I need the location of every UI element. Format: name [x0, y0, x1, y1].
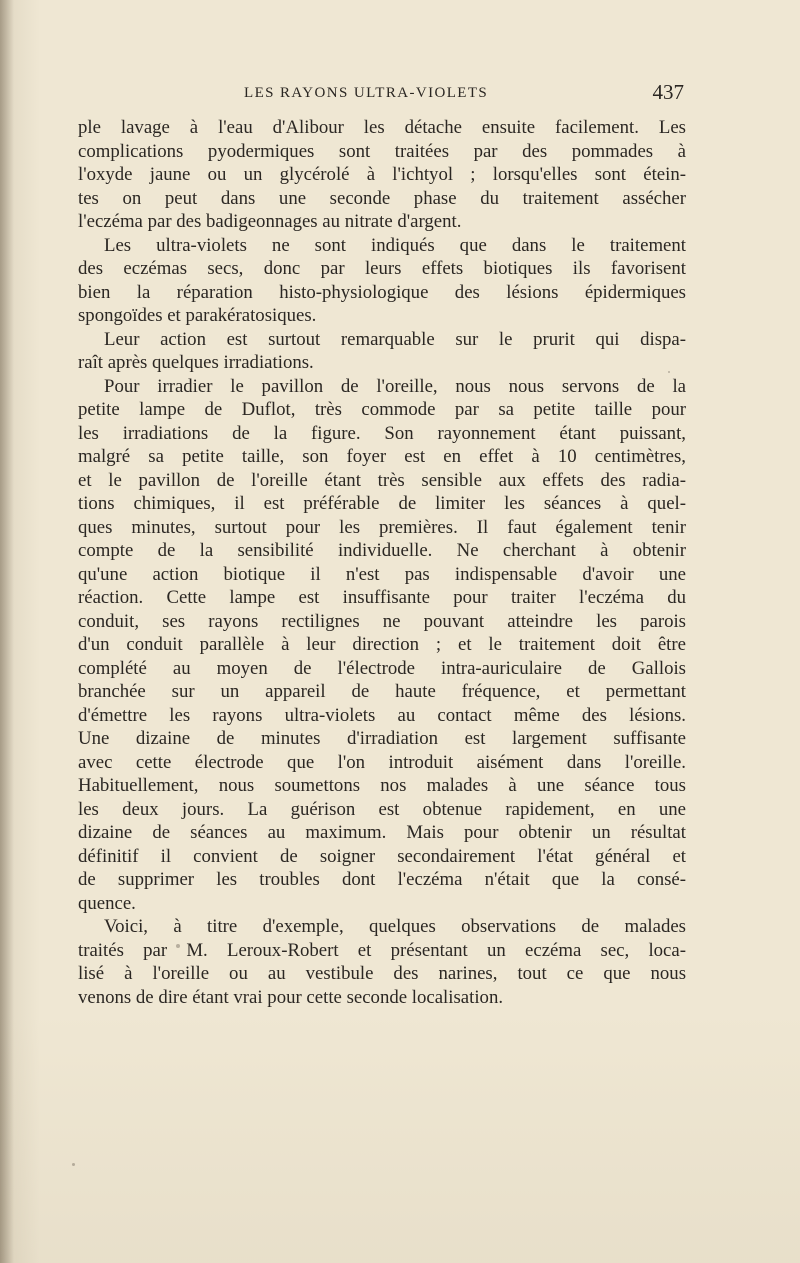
page-header [78, 80, 686, 104]
text-line: traités par M. Leroux-Robert et présentant un eczéma sec, loca- [78, 939, 686, 961]
paragraph [78, 116, 686, 234]
text-line: Les ultra-violets ne sont indiqués que dans le traitement [104, 234, 686, 256]
text-line: complété au moyen de l'électrode intra-auriculaire de Gallois [78, 657, 686, 679]
text-line: avec cette électrode que l'on introduit aisément dans l'oreille. [78, 751, 686, 773]
paragraph [78, 375, 686, 916]
paragraph [78, 915, 686, 1009]
text-line: d'émettre les rayons ultra-violets au contact même des lésions. [78, 704, 686, 726]
text-line: raît après quelques irradiations. [78, 352, 314, 373]
text-line: qu'une action biotique il n'est pas indispensable d'avoir une [78, 563, 686, 585]
text-line: ques minutes, surtout pour les premières. Il faut également tenir [78, 516, 686, 538]
text-line: dizaine de séances au maximum. Mais pour obtenir un résultat [78, 822, 686, 843]
page-gutter-shadow [0, 0, 14, 1263]
text-line: Habituellement, nous soumettons nos malades à une séance tous [78, 775, 686, 796]
text-line: et le pavillon de l'oreille étant très sensible aux effets des radia- [78, 469, 686, 491]
text-line: ple lavage à l'eau d'Alibour les détache ensuite facilement. Les [78, 117, 686, 138]
text-line: petite lampe de Duflot, très commode par sa petite taille pour [78, 399, 686, 420]
text-line: l'oxyde jaune ou un glycérolé à l'ichtyol ; lorsqu'elles sont étein- [78, 164, 686, 185]
text-line: branchée sur un appareil de haute fréquence, et permettant [78, 681, 686, 702]
text-line: l'eczéma par des badigeonnages au nitrate d'argent. [78, 211, 462, 232]
text-line: de supprimer les troubles dont l'eczéma n'était que la consé- [78, 869, 686, 890]
paper-speck [72, 1163, 75, 1166]
page-number: 437 [652, 80, 684, 104]
text-line: d'un conduit parallèle à leur direction ; et le traitement doit être [78, 634, 686, 655]
text-line: définitif il convient de soigner secondairement l'état général et [78, 845, 686, 867]
running-head: LES RAYONS ULTRA-VIOLETS [244, 85, 489, 101]
text-line: complications pyodermiques sont traitées par des pommades à [78, 140, 686, 162]
text-line: spongoïdes et parakératosiques. [78, 305, 317, 326]
text-line: des eczémas secs, donc par leurs effets biotiques ils favorisent [78, 258, 686, 279]
body-text [78, 116, 686, 1009]
text-line: malgré sa petite taille, son foyer est en effet à 10 centimètres, [78, 446, 686, 467]
text-line: réaction. Cette lampe est insuffisante pour traiter l'eczéma du [78, 587, 686, 608]
text-line: Pour irradier le pavillon de l'oreille, nous nous servons de la [104, 375, 686, 397]
text-line: conduit, ses rayons rectilignes ne pouvant atteindre les parois [78, 610, 686, 632]
text-line: les deux jours. La guérison est obtenue rapidement, en une [78, 798, 686, 820]
text-line: lisé à l'oreille ou au vestibule des narines, tout ce que nous [78, 963, 686, 984]
text-line: Voici, à titre d'exemple, quelques observations de malades [104, 916, 686, 937]
paper-speck [176, 944, 180, 948]
text-line: compte de la sensibilité individuelle. Ne cherchant à obtenir [78, 540, 686, 561]
text-line: bien la réparation histo-physiologique des lésions épidermiques [78, 281, 686, 303]
paper-speck [668, 371, 670, 373]
text-line: venons de dire étant vrai pour cette seconde localisation. [78, 986, 504, 1008]
text-line: tes on peut dans une seconde phase du traitement assécher [78, 187, 686, 209]
text-line: tions chimiques, il est préférable de limiter les séances à quel- [78, 493, 686, 514]
text-line: les irradiations de la figure. Son rayonnement étant puissant, [78, 422, 686, 444]
text-line: Leur action est surtout remarquable sur le prurit qui dispa- [104, 328, 686, 350]
text-line: quence. [78, 892, 136, 914]
text-line: Une dizaine de minutes d'irradiation est largement suffisante [78, 728, 686, 749]
paragraph [78, 234, 686, 328]
paragraph [78, 328, 686, 375]
